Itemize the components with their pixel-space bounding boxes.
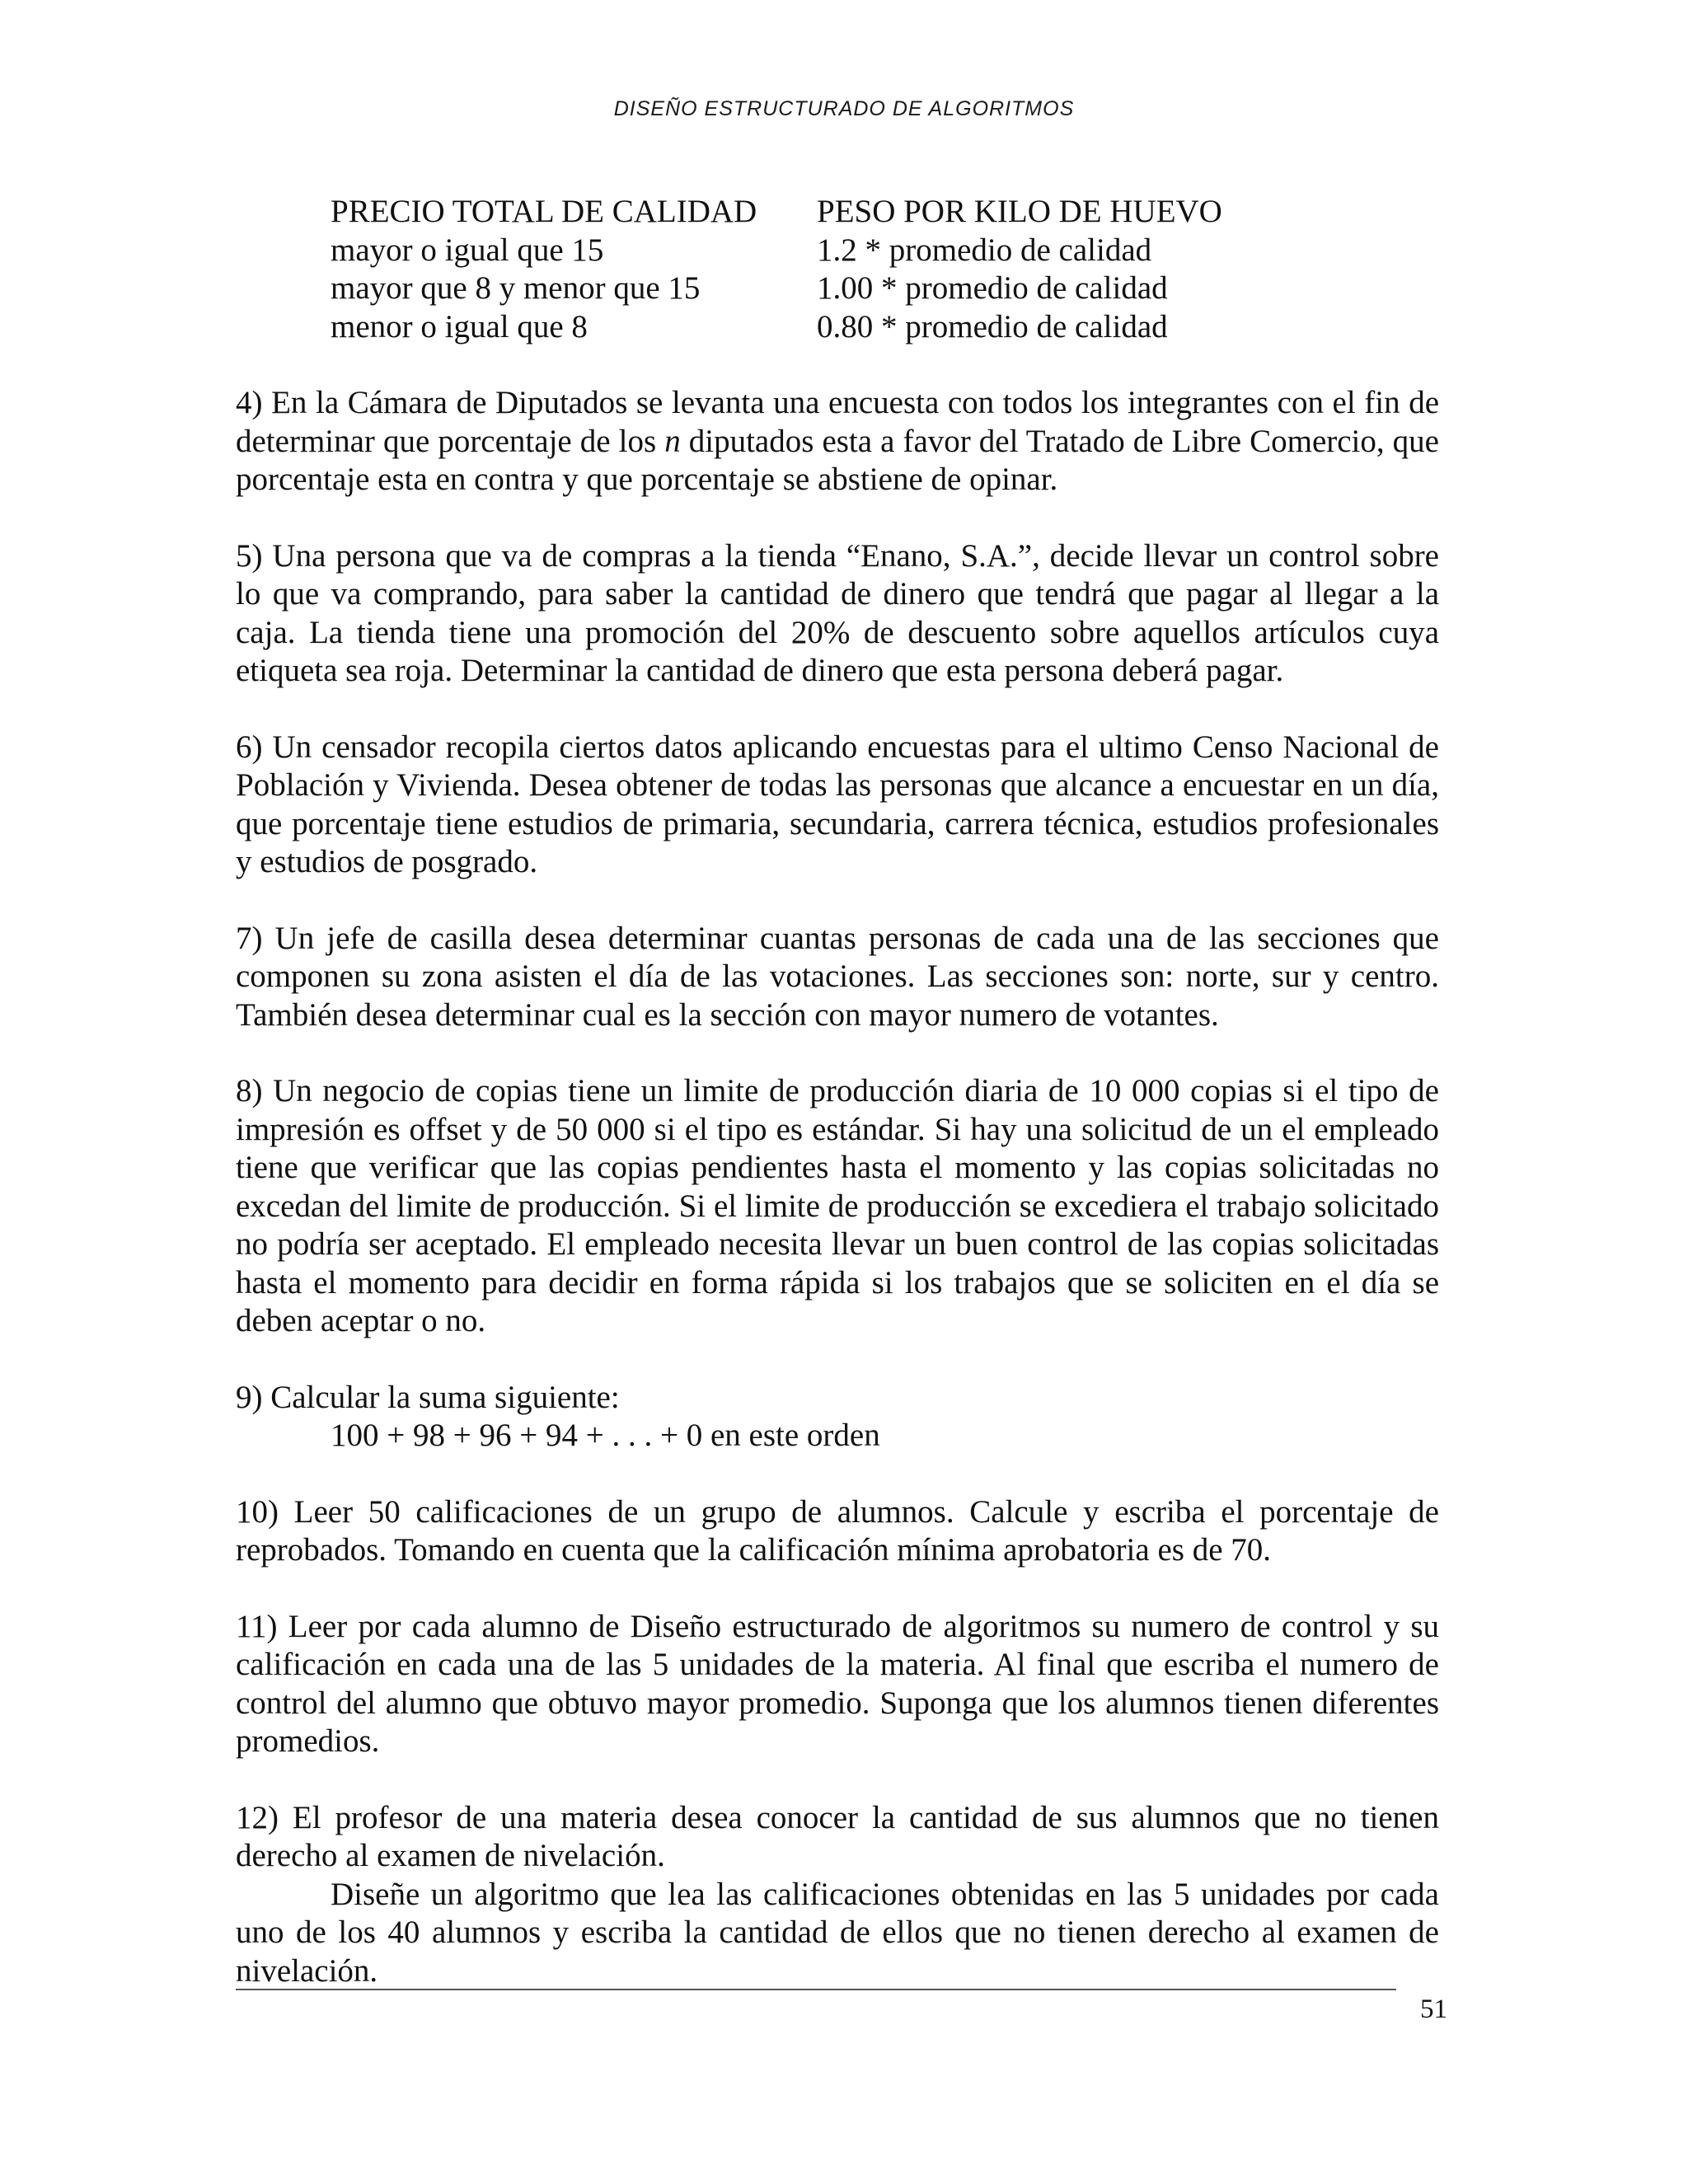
exercise-7: 7) Un jefe de casilla desea determinar cuantas personas de cada una de las secciones que componen su zona asisten el día de las votaciones. Las secciones son: norte, sur y centro. También desea determinar cual es la sección con mayor numero de votantes. xyxy=(236,920,1439,1033)
exercise-6: 6) Un censador recopila ciertos datos aplicando encuestas para el ultimo Censo Nacional de Población y Vivienda. Desea obtener de todas las personas que alcance a encuestar en un día, que porcentaje tiene estudios de primaria, secundaria, carrera técnica, estudios profesionales y estudios de posgrado. xyxy=(236,729,1439,879)
running-header: DISEÑO ESTRUCTURADO DE ALGORITMOS xyxy=(613,97,1075,120)
exercise-12-intro: 12) El profesor de una materia desea conocer la cantidad de sus alumnos que no tienen derecho al examen de nivelación. xyxy=(236,1799,1439,1873)
table-cell: mayor que 8 y menor que 15 xyxy=(331,270,701,306)
exercise-11: 11) Leer por cada alumno de Diseño estructurado de algoritmos su numero de control y su calificación en cada una de las 5 unidades de la materia. Al final que escriba el numero de control del alumno que obtuvo mayor promedio. Suponga que los alumnos tienen diferentes promedios. xyxy=(236,1608,1439,1759)
exercise-4-text-a: 4) En la Cámara de Diputados se levanta una encuesta con todos los integrantes con el fin de determinar que porcentaje de los xyxy=(236,385,1439,459)
table-cell: 1.00 * promedio de calidad xyxy=(817,270,1168,306)
page-body xyxy=(236,193,1439,1990)
table-cell: 1.2 * promedio de calidad xyxy=(817,232,1152,268)
table-cell: 0.80 * promedio de calidad xyxy=(817,308,1168,344)
exercise-9-formula: 100 + 98 + 96 + 94 + . . . + 0 en este orden xyxy=(331,1418,880,1453)
table-header-peso: PESO POR KILO DE HUEVO xyxy=(817,194,1222,229)
exercise-12-body: Diseñe un algoritmo que lea las calificaciones obtenidas en las 5 unidades por cada uno de los 40 alumnos y escriba la cantidad de ellos que no tienen derecho al examen de nivelación. xyxy=(236,1876,1439,1989)
exercise-8: 8) Un negocio de copias tiene un limite de producción diaria de 10 000 copias si el tipo de impresión es offset y de 50 000 si el tipo es estándar. Si hay una solicitud de un el empleado tiene que verificar que las copias pendientes hasta el momento y las copias solicitadas no excedan del limite de producción. Si el limite de producción se excediera el trabajo solicitado no podría ser aceptado. El empleado necesita llevar un buen control de las copias solicitadas hasta el momento para decidir en forma rápida si los trabajos que se soliciten en el día se deben aceptar o no. xyxy=(236,1073,1439,1338)
exercise-9 xyxy=(236,1379,1439,1455)
price-table xyxy=(331,193,1439,346)
exercise-9-intro: 9) Calcular la suma siguiente: xyxy=(236,1379,620,1415)
exercise-5: 5) Una persona que va de compras a la tienda “Enano, S.A.”, decide llevar un control sobre lo que va comprando, para saber la cantidad de dinero que tendrá que pagar al llegar a la caja. La tienda tiene una promoción del 20% de descuento sobre aquellos artículos cuya etiqueta sea roja. Determinar la cantidad de dinero que esta persona deberá pagar. xyxy=(236,537,1439,688)
table-cell: mayor o igual que 15 xyxy=(331,232,604,268)
exercise-10: 10) Leer 50 calificaciones de un grupo de alumnos. Calcule y escriba el porcentaje de reprobados. Tomando en cuenta que la calificación mínima aprobatoria es de 70. xyxy=(236,1493,1439,1568)
table-header-precio: PRECIO TOTAL DE CALIDAD xyxy=(331,194,757,229)
variable-n: n xyxy=(664,423,681,459)
table-cell: menor o igual que 8 xyxy=(331,308,588,344)
page-number: 51 xyxy=(1420,1994,1447,2024)
exercise-4 xyxy=(236,384,1439,499)
footer-divider xyxy=(236,1989,1396,1990)
exercise-4-text-b: diputados esta a favor del Tratado de Libre Comercio, que porcentaje esta en contra y que porcentaje se abstiene de opinar. xyxy=(236,423,1439,497)
exercise-12 xyxy=(236,1799,1439,1991)
